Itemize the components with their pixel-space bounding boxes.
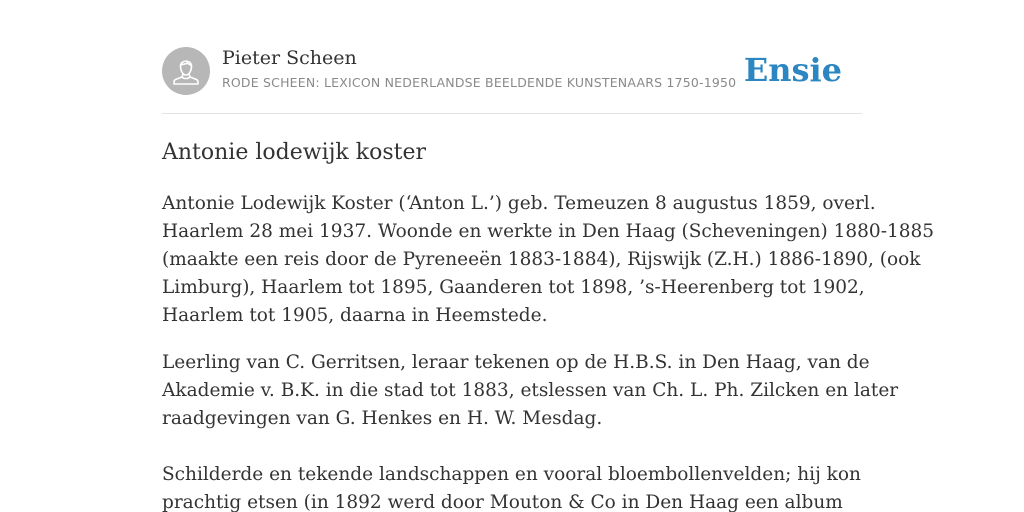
article-paragraph: [162, 461, 862, 512]
paragraph-line: Akademie v. B.K. in die stad tot 1883, etslessen van Ch. L. Ph. Zilcken en later: [162, 380, 899, 401]
author-name[interactable]: Pieter Scheen: [222, 47, 357, 69]
paragraph-line: Schilderde en tekende landschappen en vooral bloembollenvelden; hij kon: [162, 464, 861, 485]
paragraph-line: prachtig etsen (in 1892 werd door Mouton & Co in Den Haag een album: [162, 492, 843, 512]
source-title[interactable]: RODE SCHEEN: LEXICON NEDERLANDSE BEELDENDE KUNSTENAARS 1750-1950: [222, 75, 737, 90]
article-paragraph: [162, 190, 935, 330]
user-silhouette-icon: [162, 47, 210, 95]
article-title: Antonie lodewijk koster: [162, 140, 426, 165]
paragraph-line: Haarlem 28 mei 1937. Woonde en werkte in Den Haag (Scheveningen) 1880-1885: [162, 221, 935, 242]
paragraph-line: Antonie Lodewijk Koster (‘Anton L.’) geb. Temeuzen 8 augustus 1859, overl.: [162, 193, 876, 214]
header-divider: [162, 113, 862, 114]
paragraph-line: Haarlem tot 1905, daarna in Heemstede.: [162, 305, 548, 326]
paragraph-line: (maakte een reis door de Pyreneeën 1883-1884), Rijswijk (Z.H.) 1886-1890, (ook: [162, 249, 921, 270]
paragraph-line: Leerling van C. Gerritsen, leraar tekenen op de H.B.S. in Den Haag, van de: [162, 352, 870, 373]
article-header: [162, 46, 862, 96]
article-paragraph: [162, 349, 899, 433]
author-avatar[interactable]: [162, 47, 210, 95]
ensie-logo[interactable]: Ensie: [743, 51, 842, 89]
paragraph-line: Limburg), Haarlem tot 1895, Gaanderen tot 1898, ’s-Heerenberg tot 1902,: [162, 277, 865, 298]
paragraph-line: raadgevingen van G. Henkes en H. W. Mesdag.: [162, 408, 603, 429]
